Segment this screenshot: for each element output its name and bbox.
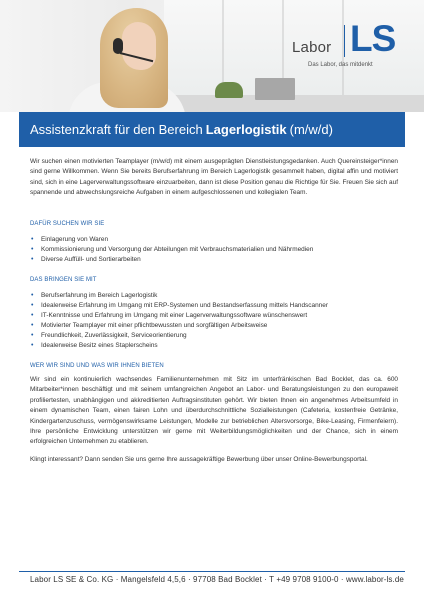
hero-person-face bbox=[122, 22, 156, 70]
logo-word-labor: Labor bbox=[292, 39, 332, 56]
intro-paragraph: Wir suchen einen motivierten Teamplayer (m/w/d) mit einem ausgeprägten Dienstleistungsgedanken. Auch Quereinsteiger*innen sind gerne Willkommen. Wenn Sie bereits Berufserfahrung im Bereich Lagerlogistik gesammelt haben, digital affin und motiviert sind, sich in eine Lagerverwaltungssoftware einzuarbeiten, dann ist diese Position genau die Richtige für Sie. Freuen Sie sich auf spannende und abwechslungsreiche Aufgaben in einem aufgeschlossenen und kollegialen Team. bbox=[30, 158, 398, 197]
profile-list bbox=[30, 291, 398, 351]
list-item: • Idealerweise Erfahrung im Umgang mit ERP-Systemen und Bestandserfassung mittels Handscanner bbox=[30, 301, 398, 311]
closing-paragraph: Klingt interessant? Dann senden Sie uns gerne Ihre aussagekräftige Bewerbung über unser Online-Bewerbungsportal. bbox=[30, 455, 368, 463]
list-item: • Berufserfahrung im Bereich Lagerlogistik bbox=[30, 291, 398, 301]
tasks-list bbox=[30, 235, 398, 265]
section-heading-profile: DAS BRINGEN SIE MIT bbox=[30, 277, 97, 283]
job-title-banner bbox=[19, 112, 405, 147]
list-item: • Freundlichkeit, Zuverlässigkeit, Serviceorientierung bbox=[30, 331, 398, 341]
job-title-prefix: Assistenzkraft für den Bereich bbox=[30, 122, 203, 137]
job-description bbox=[30, 157, 398, 465]
footer-contact: Labor LS SE & Co. KG · Mangelsfeld 4,5,6 · 97708 Bad Bocklet · T +49 9708 9100-0 · www.labor-ls.de bbox=[30, 575, 404, 584]
hero-plant bbox=[215, 82, 243, 98]
list-item: • Einlagerung von Waren bbox=[30, 235, 398, 245]
list-item: • Idealerweise Besitz eines Staplerscheins bbox=[30, 341, 398, 351]
list-item: • IT-Kenntnisse und Erfahrung im Umgang mit einer Lagerverwaltungssoftware wünschenswert bbox=[30, 311, 398, 321]
hero-monitor bbox=[255, 78, 295, 100]
hero-photo bbox=[0, 0, 424, 112]
logo-word-ls: LS bbox=[350, 18, 396, 59]
list-item: • Kommissionierung und Versorgung der Abteilungen mit Verbrauchsmaterialien und Nährmedien bbox=[30, 245, 398, 255]
logo-divider bbox=[344, 25, 345, 57]
section-heading-about: WER WIR SIND UND WAS WIR IHNEN BIETEN bbox=[30, 363, 164, 369]
job-title-suffix: (m/w/d) bbox=[289, 122, 333, 137]
logo-claim: Das Labor, das mitdenkt bbox=[308, 62, 373, 68]
footer-divider bbox=[19, 571, 405, 572]
list-item: • Diverse Auffüll- und Sortierarbeiten bbox=[30, 255, 398, 265]
list-item: • Motivierter Teamplayer mit einer pflichtbewussten und sorgfältigen Arbeitsweise bbox=[30, 321, 398, 331]
job-title-bold: Lagerlogistik bbox=[205, 122, 287, 137]
section-heading-tasks: DAFÜR SUCHEN WIR SIE bbox=[30, 221, 105, 227]
company-logo bbox=[292, 18, 404, 74]
about-paragraph: Wir sind ein kontinuierlich wachsendes Familienunternehmen mit Sitz im unterfränkischen Bad Bocklet, das ca. 600 Mitarbeiter*innen beschäftigt und mit seinem umfangreichen Angebot an Labor- und Beratungsleistungen zu den europaweit profiliertesten, unabhängigen und akkreditierten Auftragsinstituten gehört. Wir bieten Ihnen ein angenehmes Arbeitsumfeld in einem dynamischen Team, einen fairen Lohn und überdurchschnittliche Sozialleistungen (Cafeteria, kostenfreie Getränke, Kindergartenzuschuss, vermögenswirksame Leistungen, Modelle zur betrieblichen Altersvorsorge, Bike-Leasing, Firmenfeiern). Ihre persönliche Entwicklung unterstützen wir gerne mit Weiterbildungsmöglichkeiten und der Chance, sich in einem erfolgreichen Unternehmen zu etablieren. bbox=[30, 376, 398, 446]
